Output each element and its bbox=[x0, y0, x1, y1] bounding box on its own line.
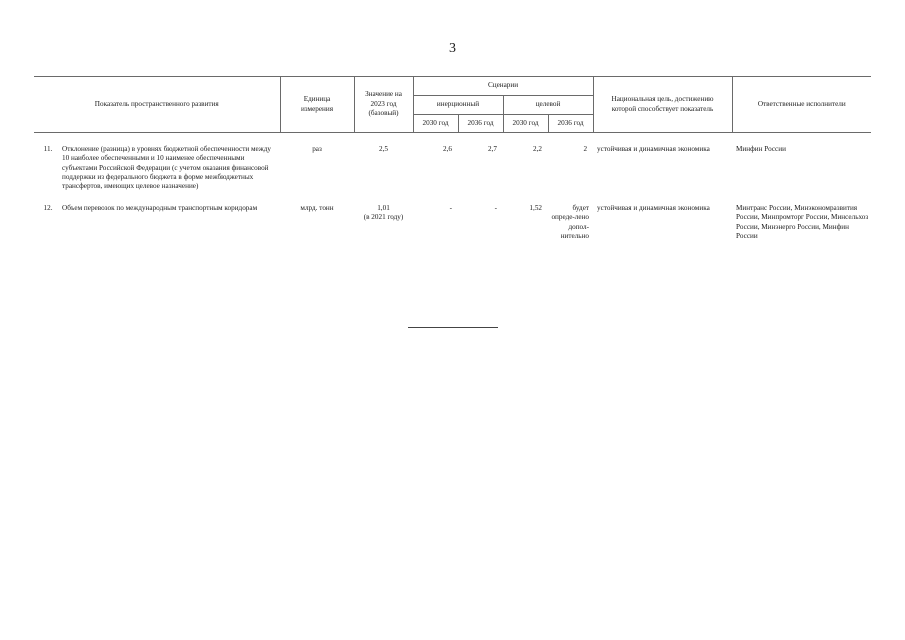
row-inertial-2030: - bbox=[449, 203, 452, 212]
row-goal: устойчивая и динамичная экономика bbox=[597, 145, 710, 153]
row-indicator-cell bbox=[34, 133, 280, 192]
header-target: целевой bbox=[503, 96, 593, 115]
row-base-value: 1,01 bbox=[377, 203, 390, 212]
row-base-value: 2,5 bbox=[379, 145, 388, 153]
row-inertial-2036: - bbox=[494, 203, 497, 212]
row-target-2030: 2,2 bbox=[533, 145, 542, 153]
header-value-2023: Значение на 2023 год (базовый) bbox=[354, 77, 413, 133]
header-indicator: Показатель пространственного развития bbox=[34, 77, 280, 133]
row-target-2030: 1,52 bbox=[529, 203, 542, 212]
row-base-cell bbox=[354, 133, 413, 192]
row-target-2036: 2 bbox=[583, 145, 588, 153]
row-base-cell bbox=[354, 192, 413, 241]
row-target-2036: будет опреде-лено допол-нительно bbox=[551, 203, 590, 240]
header-inertial: инерционный bbox=[413, 96, 503, 115]
row-goal: устойчивая и динамичная экономика bbox=[597, 203, 710, 212]
row-unit: раз bbox=[312, 145, 322, 153]
page-number: 3 bbox=[449, 41, 456, 56]
row-indicator: Объем перевозок по международным транспортным коридорам bbox=[62, 203, 258, 212]
indicators-table bbox=[34, 76, 871, 241]
header-target-2030: 2030 год bbox=[503, 115, 548, 133]
row-inertial-2030: 2,6 bbox=[443, 145, 452, 153]
header-scenarios: Сценарии bbox=[413, 77, 593, 96]
row-base-note: (в 2021 году) bbox=[363, 213, 404, 222]
header-inertial-2030: 2030 год bbox=[413, 115, 458, 133]
table-header bbox=[34, 77, 871, 133]
header-unit: Единица измерения bbox=[280, 77, 354, 133]
table-row bbox=[34, 133, 871, 192]
header-inertial-2036: 2036 год bbox=[458, 115, 503, 133]
row-responsible: Минфин России bbox=[736, 145, 786, 153]
row-inertial-2036: 2,7 bbox=[488, 145, 497, 153]
row-number: 12. bbox=[43, 203, 53, 212]
row-indicator: Отклонение (разница) в уровнях бюджетной обеспеченности между 10 наиболее обеспеченными и 10 наименее обеспеченными субъектами Российской Федерации (с учетом оказания финансовой поддержки из федерального бюджета в форме межбюджетных трансфертов, имеющих целевое назначение) bbox=[62, 145, 271, 191]
row-unit: млрд. тонн bbox=[300, 203, 334, 212]
row-number: 11. bbox=[43, 145, 53, 153]
header-responsible: Ответственные исполнители bbox=[732, 77, 871, 133]
end-separator-line bbox=[408, 327, 498, 328]
header-target-2036: 2036 год bbox=[548, 115, 593, 133]
header-national-goal: Национальная цель, достижению которой способствует показатель bbox=[593, 77, 732, 133]
row-indicator-cell bbox=[34, 192, 280, 241]
row-responsible: Минтранс России, Минэкономразвития России, Минпромторг России, Минсельхоз России, Минэнерго России, Минфин России bbox=[736, 203, 869, 240]
table-row bbox=[34, 192, 871, 241]
